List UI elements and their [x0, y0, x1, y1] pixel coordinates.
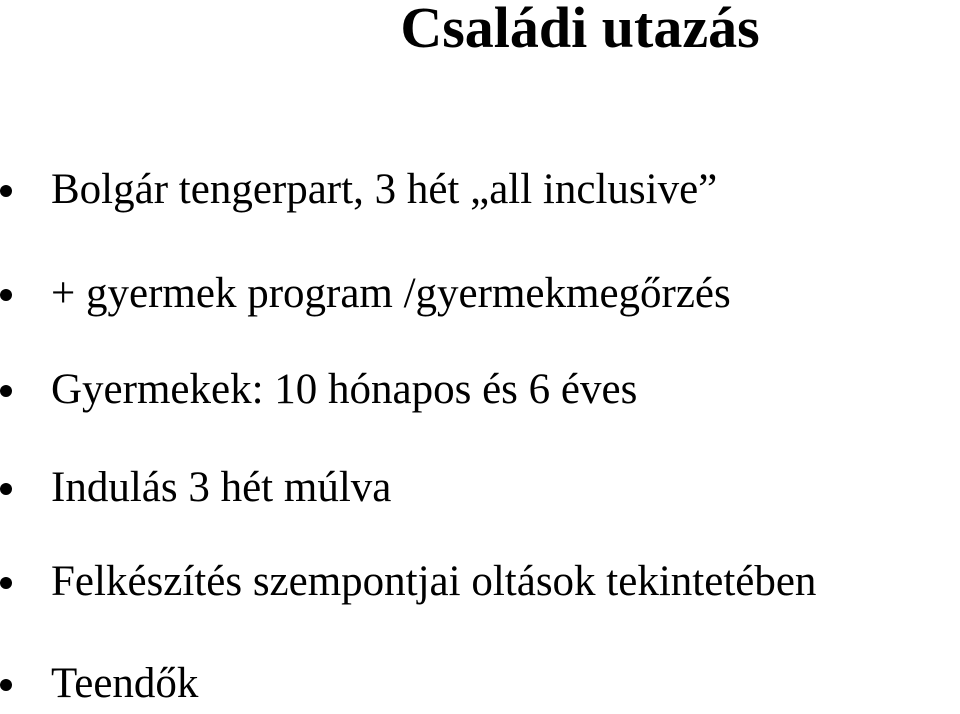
bullet-text: Teendők	[51, 660, 199, 707]
bullet-text: Indulás 3 hét múlva	[51, 464, 392, 511]
bullet-dot-icon	[0, 385, 12, 397]
bullet-dot-icon	[0, 577, 12, 589]
bullet-text: + gyermek program /gyermekmegőrzés	[51, 270, 731, 317]
bullet-dot-icon	[0, 483, 12, 495]
bullet-dot-icon	[0, 185, 12, 197]
slide-title: Családi utazás	[400, 0, 760, 60]
bullet-text: Felkészítés szempontjai oltások tekintetében	[51, 558, 817, 605]
bullet-text: Gyermekek: 10 hónapos és 6 éves	[51, 366, 638, 413]
bullet-dot-icon	[0, 289, 12, 301]
bullet-dot-icon	[0, 679, 12, 691]
bullet-text: Bolgár tengerpart, 3 hét „all inclusive”	[51, 166, 718, 213]
